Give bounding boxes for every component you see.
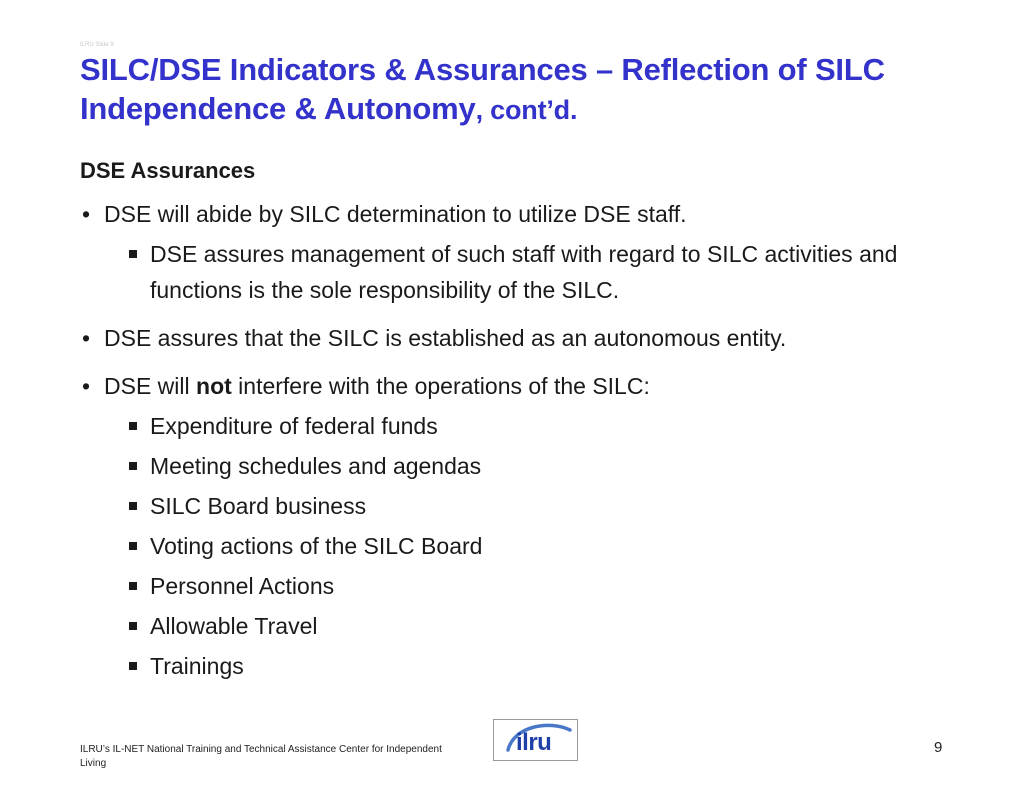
square-bullet-icon [129, 662, 137, 670]
square-bullet-icon [129, 502, 137, 510]
sub-bullet-text: Expenditure of federal funds [150, 413, 438, 439]
page-number: 9 [934, 739, 943, 756]
slide-title-suffix: , cont’d. [475, 95, 578, 125]
bullet-text-bold: not [196, 373, 232, 399]
sub-bullet-item [80, 528, 960, 564]
bullet-item: • DSE will abide by SILC determination to utilize DSE staff. [80, 196, 960, 232]
sub-bullet-item [80, 608, 960, 644]
bullet-text-before: DSE will [104, 373, 197, 399]
sub-bullet-item [80, 488, 960, 524]
bullet-text-after: interfere with the operations of the SILC: [231, 373, 650, 399]
bullet-item [80, 368, 960, 404]
square-bullet-icon [129, 582, 137, 590]
square-bullet-icon [129, 422, 137, 430]
bullet-item: • DSE assures that the SILC is established as an autonomous entity. [80, 320, 960, 356]
sub-bullet-text: Voting actions of the SILC Board [150, 533, 483, 559]
square-bullet-icon [129, 462, 137, 470]
square-bullet-icon [129, 542, 137, 550]
footer-organization: ILRU’s IL-NET National Training and Technical Assistance Center for Independent Living [80, 744, 442, 769]
sub-bullet-text: Personnel Actions [150, 573, 335, 599]
square-bullet-icon [129, 250, 137, 258]
ilru-logo [493, 719, 578, 761]
section-heading: DSE Assurances [80, 158, 256, 183]
slide-title [80, 50, 980, 130]
slide-marker-text: ILRU Slide 9 [80, 42, 114, 48]
slide-content [80, 152, 960, 684]
sub-bullet-item [80, 236, 960, 308]
sub-bullet-text: Trainings [150, 653, 244, 679]
sub-bullet-text: Allowable Travel [150, 613, 318, 639]
sub-bullet-text: Meeting schedules and agendas [150, 453, 482, 479]
sub-bullet-item [80, 568, 960, 604]
sub-bullet-item [80, 648, 960, 684]
logo-text: ilru [516, 729, 552, 756]
sub-bullet-item [80, 448, 960, 484]
sub-bullet-item [80, 408, 960, 444]
square-bullet-icon [129, 622, 137, 630]
sub-bullet-text: SILC Board business [150, 493, 367, 519]
sub-bullet-text: DSE assures management of such staff with regard to SILC activities and functions is the sole responsibility of the SILC. [150, 241, 898, 303]
slide-title-main: SILC/DSE Indicators & Assurances – Reflection of SILC Independence & Autonomy [80, 52, 885, 126]
